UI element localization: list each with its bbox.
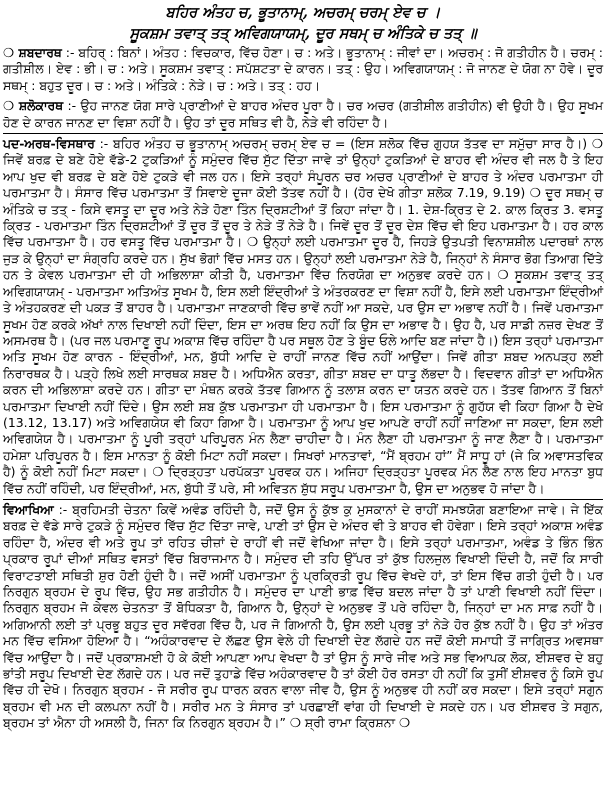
padarth-paragraph	[3, 136, 603, 497]
shabdarath-label: ❍ ਸ਼ਬਦਾਰਥ	[3, 45, 62, 60]
verse-block	[3, 2, 603, 44]
section-divider	[3, 133, 603, 134]
shabdarath-text: :- ਬਹਿਰ੍ : ਬਿਨਾਂ। ਅੰਤਹ : ਵਿਚਕਾਰ, ਵਿੱਚ ਹੋਣਾ। ਚ : ਅਤੇ। ਭੂਤਾਨਾਮ੍ : ਜੀਵਾਂ ਦਾ। ਅਚਰਮ੍ : ਜੋ ਗਤੀਹੀਨ ਹੈ। ਚਰਮ੍ : ਗਤੀਸ਼ੀਲ। ਏਵ : ਭੀ। ਚ : ਅਤੇ। ਸੂਕਸ਼ਮ ਤਵਾਤ੍ : ਸਪੱਸ਼ਟਤਾ ਦੇ ਕਾਰਨ। ਤਤ੍ : ਉਹ। ਅਵਿਗਯਾਯਮ੍ : ਜੋ ਜਾਨਣ ਦੇ ਯੋਗ ਨਾ ਹੋਵੇ। ਦੂਰ ਸਥਮ੍ : ਬਹੁਤ ਦੂਰ। ਚ : ਅਤੇ। ਅੰਤਿਕੇ : ਨੇੜੇ। ਚ : ਅਤੇ। ਤਤ੍ : ਹਹ।	[3, 45, 603, 93]
section-divider-2	[3, 499, 603, 500]
shlokarath-text: :- ਉਹ ਜਾਨਣ ਯੋਗ ਸਾਰੇ ਪ੍ਰਾਣੀਆਂ ਦੇ ਬਾਹਰ ਅੰਦਰ ਪੂਰਾ ਹੈ। ਚਰ ਅਚਰ (ਗਤੀਸ਼ੀਲ ਗਤੀਹੀਨ) ਵੀ ਉਹੀ ਹੈ। ਉਹ ਸੂਖਮ ਹੋਣ ਦੇ ਕਾਰਨ ਜਾਨਣ ਦਾ ਵਿਸ਼ਾ ਨਹੀਂ ਹੈ। ਉਹ ਤਾਂ ਦੂਰ ਸਥਿਤ ਵੀ ਹੈ, ਨੇੜੇ ਵੀ ਰਹਿੰਦਾ ਹੈ।	[3, 98, 603, 130]
shlokarath-label: ❍ ਸ਼ਲੋਕਾਰਥ	[3, 98, 64, 114]
vyakhya-text: :- ਬ੍ਰਹਿਮਤੀ ਚੇਤਨਾ ਕਿਵੇਂ ਅਵੰਡ ਰਹਿੰਦੀ ਹੈ, ਜਦੋਂ ਉਸ ਨੂੰ ਕੁੱਝ ਕੁ ਮੁਸਕਾਨਾਂ ਦੇ ਰਾਹੀਂ ਸਮਝਯੋਗ ਬਣਾਇਆ ਜਾਵੇ। ਜੇ ਇੱਕ ਬਰਫ਼ ਦੇ ਵੱਡੇ ਸਾਰੇ ਟੁਕੜੇ ਨੂੰ ਸਮੁੰਦਰ ਵਿੱਚ ਸੁੱਟ ਦਿੱਤਾ ਜਾਵੇ, ਪਾਣੀ ਤਾਂ ਉਸ ਦੇ ਅੰਦਰ ਵੀ ਤੇ ਬਾਹਰ ਵੀ ਹੋਵੇਗਾ। ਇਸੇ ਤਰ੍ਹਾਂ ਅਕਾਸ਼ ਅਵੰਡ ਰਹਿੰਦਾ ਹੈ, ਅੰਦਰ ਵੀ ਅਤੇ ਰੂਪ ਤਾਂ ਰਹਿਤ ਚੀਜ਼ਾਂ ਦੇ ਰਾਹੀਂ ਵੀ ਜਦੋਂ ਵੇਖਿਆ ਜਾਂਦਾ ਹੈ। ਇਸੇ ਤਰ੍ਹਾਂ ਪਰਮਾਤਮਾ, ਅਵੰਡ ਤੇ ਭਿੰਨ ਭਿੰਨ ਪ੍ਰਕਾਰ ਰੂਪਾਂ ਦੀਆਂ ਸਥਿਤ ਵਸਤਾਂ ਵਿੱਚ ਬਿਰਾਜਮਾਨ ਹੈ। ਸਮੁੰਦਰ ਦੀ ਤਹਿ ਉੱਪਰ ਤਾਂ ਕੁੱਝ ਹਿਲਜੁਲ ਵਿਖਾਈ ਦਿੰਦੀ ਹੈ, ਜਦੋਂ ਕਿ ਸਾਰੀ ਵਿਰਾਟਤਾਈ ਸਥਿਤੀ ਸ਼ੁਰ ਹੋਣੀ ਹੁੰਦੀ ਹੈ। ਜਦੋਂ ਅਸੀਂ ਪਰਮਾਤਮਾ ਨੂੰ ਪ੍ਰਕ੍ਰਿਤੀ ਰੂਪ ਵਿੱਚ ਵੇਖਦੇ ਹਾਂ, ਤਾਂ ਇਸ ਵਿੱਚ ਗਤੀ ਹੁੰਦੀ ਹੈ। ਪਰ ਨਿਰਗੁਨ ਬ੍ਰਹਮ ਦੇ ਰੂਪ ਵਿੱਚ, ਉਹ ਸਭ ਗਤੀਹੀਨ ਹੈ। ਸਮੁੰਦਰ ਦਾ ਪਾਣੀ ਭਾਫ਼ ਵਿੱਚ ਬਦਲ ਜਾਂਦਾ ਹੈ ਤਾਂ ਪਾਣੀ ਵਿਖਾਈ ਨਹੀਂ ਦਿੰਦਾ। ਨਿਰਗੁਨ ਬ੍ਰਹਮ ਜੋ ਕੇਵਲ ਚੇਤਨਤਾ ਤੋਂ ਬੋਧਿਕਤਾ ਹੈ, ਗਿਆਨ ਹੈ, ਉਨ੍ਹਾਂ ਦੇ ਅਨੁਭਵ ਤੋਂ ਪਰੇ ਰਹਿੰਦਾ ਹੈ, ਜਿਨ੍ਹਾਂ ਦਾ ਮਨ ਸਾਫ਼ ਨਹੀਂ ਹੈ। ਅਗਿਆਨੀ ਲਈ ਤਾਂ ਪ੍ਰਭੂ ਬਹੁਤ ਦੂਰ ਸਵੱਰਗ ਵਿੱਚ ਹੈ, ਪਰ ਜੋ ਗਿਆਨੀ ਹੈ, ਉਸ ਲਈ ਪ੍ਰਭੂ ਤਾਂ ਨੇੜੇ ਹੋਰ ਕੁੱਝ ਨਹੀਂ ਹੈ। ਉਹ ਤਾਂ ਅੰਤਰ ਮਨ ਵਿੱਚ ਵਸਿਆ ਹੋਇਆ ਹੈ। “ਅਹੰਕਾਰਵਾਦ ਦੇ ਲੱਛਣ ਉਸ ਵੇਲੇ ਹੀ ਦਿਖਾਈ ਦੇਣ ਲੱਗਦੇ ਹਨ ਜਦੋਂ ਕੋਈ ਸਮਾਧੀ ਤੋਂ ਜਾਗ੍ਰਿਤ ਅਵਸਥਾ ਵਿੱਚ ਆਉਂਦਾ ਹੈ। ਜਦੋਂ ਪ੍ਰਕਾਸ਼ਮਈ ਹੋ ਕੇ ਕੋਈ ਆਪਣਾ ਆਪ ਵੇਖਦਾ ਹੈ ਤਾਂ ਉਸ ਨੂੰ ਸਾਰੇ ਜੀਵ ਅਤੇ ਸਭ ਵਿਆਪਕ ਲੋਕ, ਈਸ਼ਵਰ ਦੇ ਬਹੁ ਭਾਂਤੀ ਸਰੂਪ ਦਿਖਾਈ ਦੇਣ ਲੱਗਦੇ ਹਨ। ਪਰ ਜਦੋਂ ਤੁਹਾਡੇ ਵਿੱਚ ਅਹੰਕਾਰਵਾਦ ਹੈ ਤਾਂ ਕੋਈ ਹੋਰ ਰਸਤਾ ਹੀ ਨਹੀਂ ਕਿ ਤੁਸੀਂ ਈਸ਼ਵਰ ਨੂੰ ਕਿਸੇ ਰੂਪ ਵਿੱਚ ਹੀ ਦੇਖੋ। ਨਿਰਗੁਨ ਬ੍ਰਹਮ - ਜੋ ਸਰੀਰ ਰੂਪ ਧਾਰਨ ਕਰਨ ਵਾਲਾ ਜੀਵ ਹੈ, ਉਸ ਨੂੰ ਅਨੁਭਵ ਹੀ ਨਹੀਂ ਕਰ ਸਕਦਾ। ਇਸੇ ਤਰ੍ਹਾਂ ਸਗੁਨ ਬ੍ਰਹਮ ਵੀ ਮਨ ਦੀ ਕਲਪਨਾ ਨਹੀਂ ਹੈ। ਸਰੀਰ ਮਨ ਤੇ ਸੰਸਾਰ ਤਾਂ ਪਰਛਾਈਂ ਵਾਂਗ ਹੀ ਦਿਖਾਈ ਦੇ ਸਕਦੇ ਹਨ। ਪਰ ਈਸ਼ਵਰ ਤੇ ਸਗੁਨ, ਬ੍ਰਹਮ ਤਾਂ ਐਨਾ ਹੀ ਅਸਲੀ ਹੈ, ਜਿਨਾ ਕਿ ਨਿਰਗੁਨ ਬ੍ਰਹਮ ਹੈ।” ❍ ਸ਼੍ਰੀ ਰਾਮਾ ਕ੍ਰਿਸ਼ਨਾ ❍	[3, 501, 603, 731]
verse-line-1: ਬਹਿਰ ਅੰਤਹ ਚ, ਭੂਤਾਨਾਮ੍, ਅਚਰਮ੍ ਚਰਮ੍ ਏਵ ਚ ।	[165, 4, 441, 21]
shlokarath-paragraph	[3, 98, 603, 131]
vyakhya-paragraph	[3, 502, 603, 732]
shabdarath-paragraph	[3, 45, 603, 94]
verse-line-2: ਸੂਕਸ਼ਮ ਤਵਾਤ੍ ਤਤ੍ ਅਵਿਗਯਾਯਮ੍, ਦੂਰ ਸਥਮ੍ ਚ ਅੰਤਿਕੇ ਚ ਤਤ੍ ॥	[129, 25, 477, 42]
vyakhya-label: ਵਿਆਖਿਆ	[3, 501, 54, 517]
padarth-label: ਪਦ-ਅਰਥ-ਵਿਸਥਾਰ	[3, 136, 95, 152]
padarth-text: :- ਬਹਿਰ ਅੰਤਹ ਚ ਭੂਤਾਨਾਮ੍ ਅਚਰਮ੍ ਚਰਮ੍ ਏਵ ਚ = (ਇਸ ਸ਼ਲੋਕ ਵਿੱਚ ਗੁਹਯ ਤੱਤਵ ਦਾ ਸਮੁੱਚਾ ਸਾਰ ਹੈ।) ❍ ਜਿਵੇਂ ਬਰਫ਼ ਦੇ ਬਣੇ ਹੋਏ ਵੱਡੇ-2 ਟੁਕੜਿਆਂ ਨੂੰ ਸਮੁੰਦਰ ਵਿੱਚ ਸੁੱਟ ਦਿੱਤਾ ਜਾਵੇ ਤਾਂ ਉਨ੍ਹਾਂ ਟੁਕੜਿਆਂ ਦੇ ਬਾਹਰ ਵੀ ਅੰਦਰ ਵੀ ਜਲ ਹੈ ਤੇ ਇਹ ਆਪ ਖੁਦ ਵੀ ਬਰਫ਼ ਦੇ ਬਣੇ ਹੋਏ ਟੁਕੜੇ ਵੀ ਜਲ ਹਨ। ਇਸੇ ਤਰ੍ਹਾਂ ਸੰਪੂਰਨ ਚਰ ਅਚਰ ਪ੍ਰਾਣੀਆਂ ਦੇ ਬਾਹਰ ਤੇ ਅੰਦਰ ਪਰਮਾਤਮਾ ਹੀ ਪਰਮਾਤਮਾ ਹੈ। ਸੰਸਾਰ ਵਿੱਚ ਪਰਮਾਤਮਾ ਤੋਂ ਸਿਵਾਏ ਦੂਜਾ ਕੋਈ ਤੱਤਵ ਨਹੀਂ ਹੈ। (ਹੋਰ ਦੇਖੋ ਗੀਤਾ ਸ਼ਲੋਕ 7.19, 9.19) ❍ ਦੂਰ ਸਥਮ੍ ਚ ਅੰਤਿਕੇ ਚ ਤਤ੍ - ਕਿਸੇ ਵਸਤੂ ਦਾ ਦੂਰ ਅਤੇ ਨੇੜੇ ਹੋਣਾ ਤਿੰਨ ਦ੍ਰਿਸ਼ਟੀਆਂ ਤੋਂ ਕਿਹਾ ਜਾਂਦਾ ਹੈ। 1. ਦੇਸ਼-ਕ੍ਰਿਤ ਦੇ 2. ਕਾਲ ਕ੍ਰਿਤ 3. ਵਸਤੂ ਕ੍ਰਿਤ - ਪਰਮਾਤਮਾ ਤਿੰਨ ਦ੍ਰਿਸ਼ਟੀਆਂ ਤੋਂ ਦੂਰ ਤੋਂ ਦੂਰ ਤੇ ਨੇੜੇ ਤੋਂ ਨੇੜੇ ਹੈ। ਜਿਵੇਂ ਦੂਰ ਤੋਂ ਦੂਰ ਦੇਸ਼ ਵਿੱਚ ਵੀ ਇਹ ਪਰਮਾਤਮਾ ਹੈ। ਹਰ ਕਾਲ ਵਿੱਚ ਪਰਮਾਤਮਾ ਹੈ। ਹਰ ਵਸਤੂ ਵਿੱਚ ਪਰਮਾਤਮਾ ਹੈ। ❍ ਉਨ੍ਹਾਂ ਲਈ ਪਰਮਾਤਮਾ ਦੂਰ ਹੈ, ਜਿਹੜੇ ਉਤਪਤੀ ਵਿਨਾਸ਼ਸ਼ੀਲ ਪਦਾਰਥਾਂ ਨਾਲ ਜੁੜ ਕੇ ਉਨ੍ਹਾਂ ਦਾ ਸੰਗ੍ਰਹਿ ਕਰਦੇ ਹਨ। ਸੁੱਖ ਭੋਗਾਂ ਵਿੱਚ ਮਸਤ ਹਨ। ਉਨ੍ਹਾਂ ਲਈ ਪਰਮਾਤਮਾ ਨੇੜੇ ਹੈ, ਜਿਨ੍ਹਾਂ ਨੇ ਸੰਸਾਰ ਭੋਗ ਤਿਆਗ ਦਿੱਤੇ ਹਨ ਤੇ ਕੇਵਲ ਪਰਮਾਤਮਾ ਦੀ ਹੀ ਅਭਿਲਾਸ਼ਾ ਕੀਤੀ ਹੈ, ਪਰਮਾਤਮਾ ਵਿੱਚ ਨਿਰਯੋਗ ਦਾ ਅਨੁਭਵ ਕਰਦੇ ਹਨ। ❍ ਸੂਕਸ਼ਮ ਤਵਾਤ੍ ਤਤ੍ ਅਵਿਗਯਾਯਮ੍ - ਪਰਮਾਤਮਾ ਅਤਿਅੰਤ ਸੂਖਮ ਹੈ, ਇਸ ਲਈ ਇੰਦ੍ਰੀਆਂ ਤੇ ਅੰਤਰਕਰਣ ਦਾ ਵਿਸ਼ਾ ਨਹੀਂ ਹੈ, ਇਸੇ ਲਈ ਪਰਮਾਤਮਾ ਇੰਦ੍ਰੀਆਂ ਤੇ ਅੰਤਹਕਰਣ ਦੀ ਪਕੜ ਤੋਂ ਬਾਹਰ ਹੈ। ਪਰਮਾਤਮਾ ਜਾਣਕਾਰੀ ਵਿੱਚ ਭਾਵੇਂ ਨਹੀਂ ਆ ਸਕਦੇ, ਪਰ ਉਸ ਦਾ ਅਭਾਵ ਨਹੀਂ ਹੈ। ਜਿਵੇਂ ਪਰਮਾਤਮਾ ਸੂਖਮ ਹੋਣ ਕਰਕੇ ਅੱਖਾਂ ਨਾਲ ਦਿਖਾਈ ਨਹੀਂ ਦਿੰਦਾ, ਇਸ ਦਾ ਅਰਥ ਇਹ ਨਹੀਂ ਕਿ ਉਸ ਦਾ ਅਭਾਵ ਹੈ। ਉਹ ਹੈ, ਪਰ ਸਾਡੀ ਨਜ਼ਰ ਦੇਖਣ ਤੋਂ ਅਸਮਰਥ ਹੈ। (ਪਰ ਜਲ ਪਰਮਾਣੂ ਰੂਪ ਅਕਾਸ਼ ਵਿੱਚ ਰਹਿੰਦਾ ਹੈ ਪਰ ਸਥੂਲ ਹੋਣ ਤੇ ਬੂੰਦ ਓਲੇ ਆਦਿ ਬਣ ਜਾਂਦਾ ਹੈ।) ਇਸ ਤਰ੍ਹਾਂ ਪਰਮਾਤਮਾ ਅਤਿ ਸੂਖਮ ਹੋਣ ਕਾਰਨ - ਇੰਦ੍ਰੀਆਂ, ਮਨ, ਬੁੱਧੀ ਆਦਿ ਦੇ ਰਾਹੀਂ ਜਾਨਣ ਵਿੱਚ ਨਹੀਂ ਆਉਂਦਾ। ਜਿਵੇਂ ਗੀਤਾ ਸ਼ਬਦ ਅਨਪੜ੍ਹ ਲਈ ਨਿਰਾਰਥਕ ਹੈ। ਪੜ੍ਹੇ ਲਿਖੇ ਲਈ ਸਾਰਥਕ ਸ਼ਬਦ ਹੈ। ਅਧਿਐਨ ਕਰਤਾ, ਗੀਤਾ ਸ਼ਬਦ ਦਾ ਧਾਤੂ ਲੱਭਦਾ ਹੈ। ਵਿਦਵਾਨ ਗੀਤਾਂ ਦਾ ਅਧਿਐਨ ਕਰਨ ਦੀ ਅਭਿਲਾਸ਼ਾ ਕਰਦੇ ਹਨ। ਗੀਤਾ ਦਾ ਮੰਥਨ ਕਰਕੇ ਤੱਤਵ ਗਿਆਨ ਨੂੰ ਤਲਾਸ਼ ਕਰਨ ਦਾ ਯਤਨ ਕਰਦੇ ਹਨ। ਤੱਤਵ ਗਿਆਨ ਤੋਂ ਬਿਨਾਂ ਪਰਮਾਤਮਾ ਦਿਖਾਈ ਨਹੀਂ ਦਿੰਦੇ। ਉਸ ਲਈ ਸ਼ਬ ਕੁੱਝ ਪਰਮਾਤਮਾ ਹੀ ਪਰਮਾਤਮਾ ਹੈ। ਇਸ ਪਰਮਾਤਮਾ ਨੂੰ ਗੁਹੱਯ ਵੀ ਕਿਹਾ ਗਿਆ ਹੈ ਦੇਖੋ (13.12, 13.17) ਅਤੇ ਅਵਿਗਯੇਯ ਵੀ ਕਿਹਾ ਗਿਆ ਹੈ। ਪਰਮਾਤਮਾ ਨੂੰ ਆਪ ਖੁਦ ਆਪਣੇ ਰਾਹੀਂ ਨਹੀਂ ਜਾਣਿਆ ਜਾ ਸਕਦਾ, ਇਸ ਲਈ ਅਵਿਗਯੇਯ ਹੈ। ਪਰਮਾਤਮਾ ਨੂੰ ਪੂਰੀ ਤਰ੍ਹਾਂ ਪਰਿਪੂਰਨ ਮੰਨ ਲੈਣਾ ਚਾਹੀਦਾ ਹੈ। ਮੰਨ ਲੈਣਾ ਹੀ ਪਰਮਾਤਮਾ ਨੂੰ ਜਾਣ ਲੈਣਾ ਹੈ। ਪਰਮਾਤਮਾ ਹਮੇਸ਼ਾ ਪਰਿਪੂਰਨ ਹੈ। ਇਸ ਮਾਨਤਾ ਨੂੰ ਕੋਈ ਮਿਟਾ ਨਹੀਂ ਸਕਦਾ। ਸਿਖਰਾਂ ਮਾਨਤਾਵਾਂ, “ਮੈਂ ਬ੍ਰਹਮ ਹਾਂ” ਮੈਂ ਸਾਧੂ ਹਾਂ (ਜੇ ਕਿ ਅਵਾਸਤਵਿਕ ਹੈ) ਨੂੰ ਕੋਈ ਨਹੀਂ ਮਿਟਾ ਸਕਦਾ। ❍ ਦ੍ਰਿੜ੍ਹਤਾ ਪਰਪੱਕਤਾ ਪੂਰਵਕ ਹਨ। ਅਜਿਹਾ ਦ੍ਰਿੜ੍ਹਤਾ ਪੂਰਵਕ ਮੰਨ ਲੈਣ ਨਾਲ ਇਹ ਮਾਨਤਾ ਬੁਧ ਵਿੱਚ ਨਹੀਂ ਰਹਿੰਦੀ, ਪਰ ਇੰਦ੍ਰੀਆਂ, ਮਨ, ਬੁੱਧੀ ਤੋਂ ਪਰੇ, ਸੀ ਅਵਿਤਨ ਸ਼ੁੱਧ ਸਰੂਪ ਪਰਮਾਤਮਾ ਹੈ, ਉਸ ਦਾ ਅਨੁਭਵ ਹੋ ਜਾਂਦਾ ਹੈ।	[3, 136, 603, 496]
